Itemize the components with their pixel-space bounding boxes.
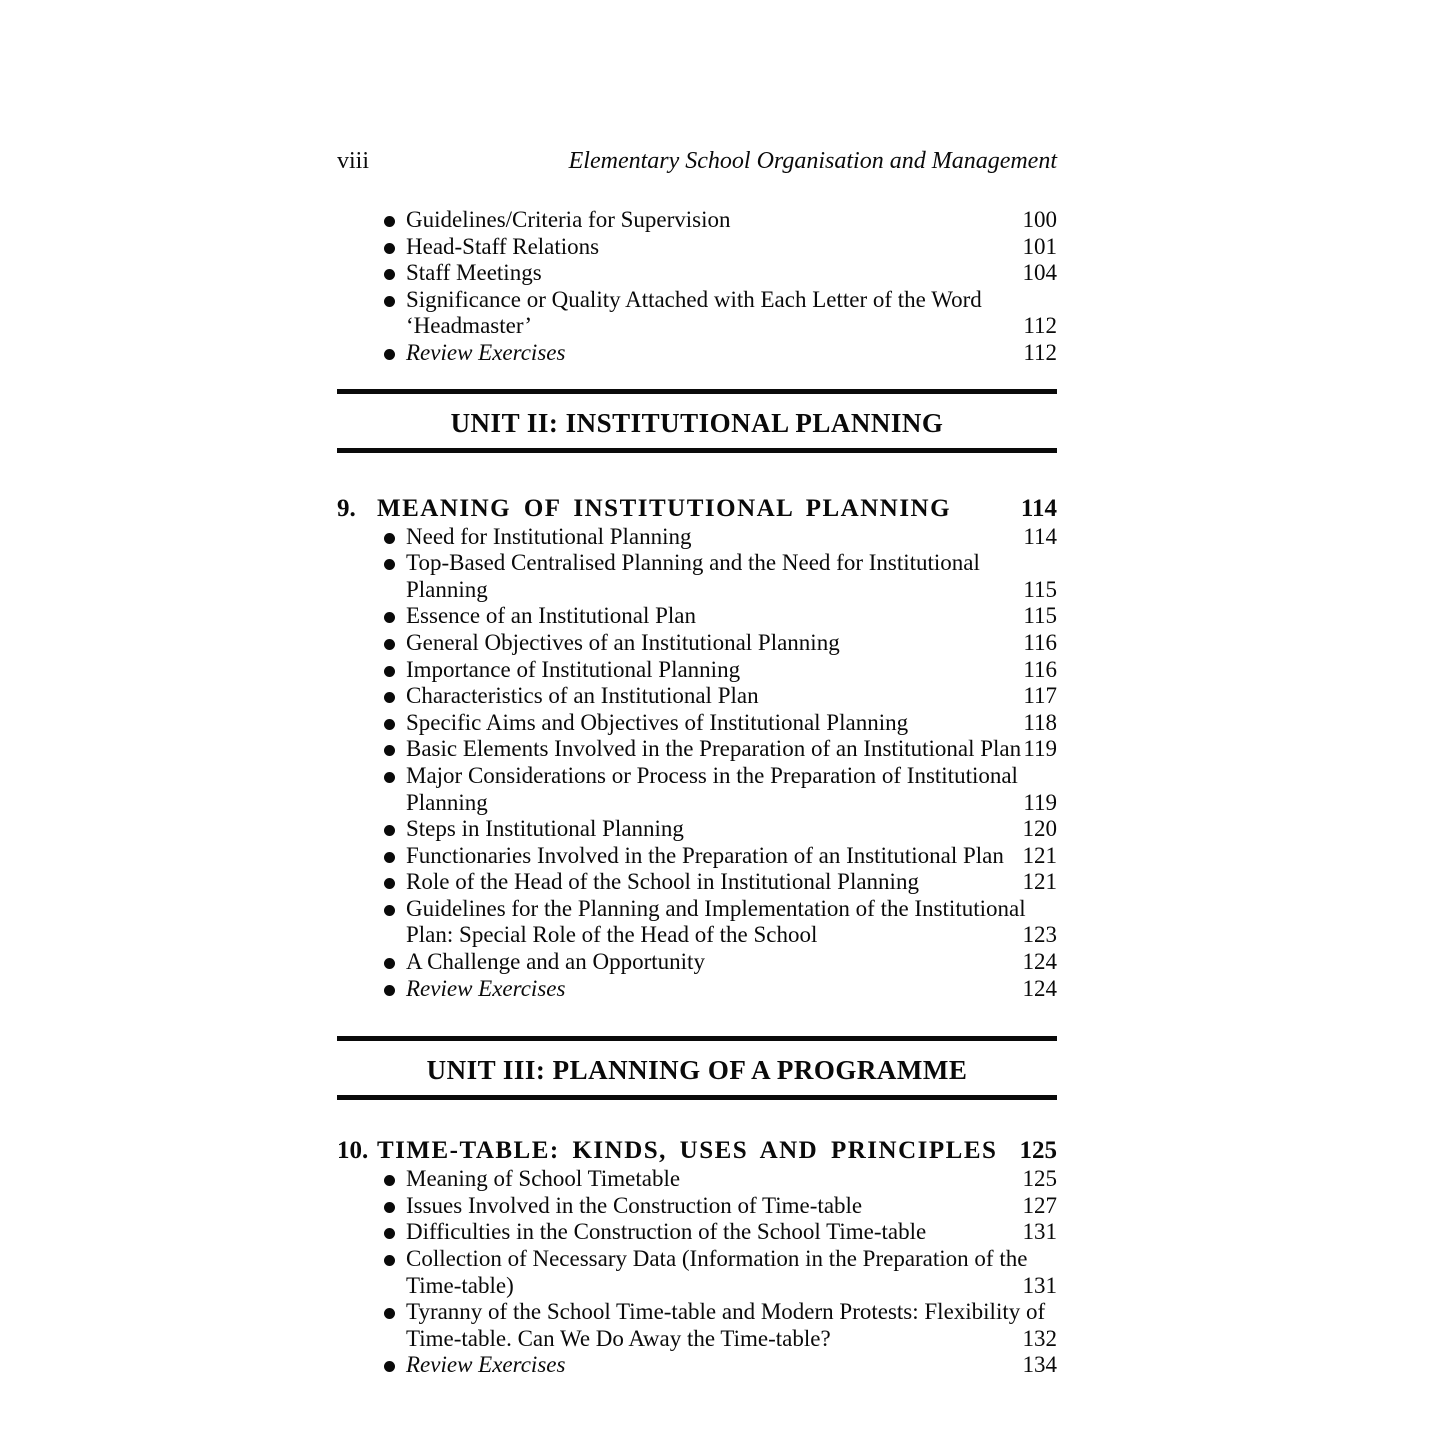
bullet-icon — [384, 1228, 395, 1239]
toc-entry-line — [337, 313, 1057, 340]
entry-title: Issues Involved in the Construction of Time-table — [406, 1192, 863, 1218]
toc-entry-line — [337, 234, 1057, 261]
toc-entry-line — [337, 869, 1057, 896]
toc-entry-line — [337, 657, 1057, 684]
entry-title: Planning — [406, 789, 488, 815]
entry-page-number: 121 — [1022, 869, 1057, 895]
entry-page-number: 112 — [1023, 339, 1057, 365]
bullet-icon — [384, 216, 395, 227]
bullet-icon — [384, 612, 395, 623]
entry-title: Essence of an Institutional Plan — [406, 603, 696, 629]
toc-entry-line — [337, 577, 1057, 604]
entry-page-number: 131 — [1022, 1219, 1057, 1245]
toc-entry-line — [337, 550, 1057, 577]
bullet-icon — [384, 243, 395, 254]
toc-entry-line — [337, 922, 1057, 949]
chapter-9-number: 9. — [337, 494, 356, 522]
bullet-icon — [384, 905, 395, 916]
toc-entry-line — [337, 1299, 1057, 1326]
toc-entry-line — [337, 207, 1057, 234]
toc-continuation-list — [337, 207, 1057, 367]
bullet-icon — [384, 1202, 395, 1213]
entry-title: General Objectives of an Institutional Planning — [406, 629, 840, 655]
bullet-icon — [384, 559, 395, 570]
chapter-10-heading — [337, 1136, 1057, 1166]
entry-title: Time-table. Can We Do Away the Time-table? — [406, 1325, 831, 1351]
entry-title: Functionaries Involved in the Preparation of an Institutional Plan — [406, 842, 1004, 868]
entry-page-number: 125 — [1022, 1166, 1057, 1192]
entry-page-number: 115 — [1023, 603, 1057, 629]
entry-title: A Challenge and an Opportunity — [406, 949, 705, 975]
entry-page-number: 119 — [1023, 789, 1057, 815]
entry-page-number: 121 — [1022, 842, 1057, 868]
chapter-10-page-number: 125 — [1019, 1137, 1057, 1165]
entry-title: Planning — [406, 576, 488, 602]
chapter-10-toc-list — [337, 1166, 1057, 1379]
chapter-9-toc-list — [337, 524, 1057, 1003]
chapter-9-heading — [337, 494, 1057, 524]
entry-page-number: 124 — [1022, 975, 1057, 1001]
bullet-icon — [384, 985, 395, 996]
entry-page-number: 127 — [1022, 1192, 1057, 1218]
toc-entry-line — [337, 976, 1057, 1003]
chapter-10-title: TIME-TABLE: KINDS, USES AND PRINCIPLES — [377, 1137, 998, 1165]
entry-title: Difficulties in the Construction of the School Time-table — [406, 1219, 927, 1245]
entry-page-number: 116 — [1023, 656, 1057, 682]
entry-title: Importance of Institutional Planning — [406, 656, 741, 682]
chapter-10-number: 10. — [337, 1137, 369, 1165]
entry-page-number: 116 — [1023, 629, 1057, 655]
entry-title: Guidelines/Criteria for Supervision — [406, 207, 731, 232]
entry-title: Major Considerations or Process in the Preparation of Institutional — [406, 762, 1018, 788]
entry-title: Guidelines for the Planning and Implementation of the Institutional — [406, 895, 1026, 921]
entry-title: Significance or Quality Attached with Each Letter of the Word — [406, 286, 982, 312]
toc-entry-line — [337, 603, 1057, 630]
entry-title: Collection of Necessary Data (Information in the Preparation of the — [406, 1246, 1028, 1272]
page-folio: viii — [337, 148, 370, 174]
chapter-9-page-number: 114 — [1020, 494, 1057, 522]
entry-page-number: 115 — [1023, 576, 1057, 602]
bullet-icon — [384, 852, 395, 863]
toc-entry-line — [337, 1352, 1057, 1379]
running-title: Elementary School Organisation and Management — [568, 148, 1057, 174]
toc-entry-line — [337, 1193, 1057, 1220]
entry-title: Steps in Institutional Planning — [406, 816, 684, 842]
toc-entry-line — [337, 260, 1057, 287]
toc-entry-line — [337, 816, 1057, 843]
bullet-icon — [384, 666, 395, 677]
page-content — [337, 145, 1057, 1379]
entry-page-number: 134 — [1022, 1352, 1057, 1378]
entry-page-number: 123 — [1022, 922, 1057, 948]
entry-page-number: 100 — [1022, 207, 1057, 232]
entry-title: Plan: Special Role of the Head of the School — [406, 922, 818, 948]
unit-divider-ii — [337, 389, 1057, 453]
toc-entry-line — [337, 736, 1057, 763]
unit-ii-title: UNIT II: INSTITUTIONAL PLANNING — [450, 407, 944, 438]
entry-page-number: 101 — [1022, 233, 1057, 259]
toc-entry-line — [337, 1166, 1057, 1193]
toc-entry-line — [337, 896, 1057, 923]
toc-entry-line — [337, 1273, 1057, 1300]
bullet-icon — [384, 825, 395, 836]
entry-title: Review Exercises — [406, 339, 566, 365]
bullet-icon — [384, 692, 395, 703]
entry-page-number: 114 — [1023, 523, 1057, 549]
entry-title: Basic Elements Involved in the Preparation of an Institutional Plan — [406, 736, 1022, 762]
toc-entry-line — [337, 524, 1057, 551]
entry-page-number: 131 — [1022, 1272, 1057, 1298]
bullet-icon — [384, 349, 395, 360]
entry-title: Staff Meetings — [406, 260, 542, 286]
toc-entry-line — [337, 340, 1057, 367]
bullet-icon — [384, 533, 395, 544]
entry-page-number: 118 — [1023, 709, 1057, 735]
unit-divider-iii — [337, 1036, 1057, 1100]
entry-page-number: 132 — [1022, 1325, 1057, 1351]
entry-title: ‘Headmaster’ — [406, 313, 533, 339]
toc-entry-line — [337, 630, 1057, 657]
bullet-icon — [384, 1255, 395, 1266]
bullet-icon — [384, 772, 395, 783]
entry-title: Time-table) — [406, 1272, 514, 1298]
entry-page-number: 112 — [1023, 313, 1057, 339]
entry-title: Specific Aims and Objectives of Institutional Planning — [406, 709, 909, 735]
entry-title: Review Exercises — [406, 1352, 566, 1378]
toc-entry-line — [337, 1326, 1057, 1353]
entry-title: Review Exercises — [406, 975, 566, 1001]
toc-entry-line — [337, 949, 1057, 976]
entry-page-number: 124 — [1022, 949, 1057, 975]
bullet-icon — [384, 719, 395, 730]
entry-page-number: 119 — [1023, 736, 1057, 762]
chapter-9-title: MEANING OF INSTITUTIONAL PLANNING — [377, 494, 952, 522]
toc-entry-line — [337, 287, 1057, 314]
entry-title: Role of the Head of the School in Institutional Planning — [406, 869, 919, 895]
bullet-icon — [384, 1175, 395, 1186]
toc-entry-line — [337, 1219, 1057, 1246]
toc-entry-line — [337, 843, 1057, 870]
bullet-icon — [384, 639, 395, 650]
bullet-icon — [384, 1361, 395, 1372]
bullet-icon — [384, 958, 395, 969]
running-header — [337, 145, 1057, 178]
toc-entry-line — [337, 1246, 1057, 1273]
bullet-icon — [384, 269, 395, 280]
toc-entry-line — [337, 763, 1057, 790]
bullet-icon — [384, 745, 395, 756]
entry-page-number: 120 — [1022, 816, 1057, 842]
unit-iii-title: UNIT III: PLANNING OF A PROGRAMME — [426, 1055, 968, 1086]
toc-entry-line — [337, 790, 1057, 817]
bullet-icon — [384, 296, 395, 307]
entry-page-number: 104 — [1022, 260, 1057, 286]
entry-title: Tyranny of the School Time-table and Modern Protests: Flexibility of — [406, 1299, 1046, 1325]
entry-title: Head-Staff Relations — [406, 233, 600, 259]
entry-title: Meaning of School Timetable — [406, 1166, 681, 1192]
bullet-icon — [384, 1308, 395, 1319]
toc-entry-line — [337, 710, 1057, 737]
entry-page-number: 117 — [1023, 683, 1057, 709]
entry-title: Top-Based Centralised Planning and the Need for Institutional — [406, 550, 980, 576]
entry-title: Characteristics of an Institutional Plan — [406, 683, 759, 709]
bullet-icon — [384, 878, 395, 889]
toc-entry-line — [337, 683, 1057, 710]
entry-title: Need for Institutional Planning — [406, 523, 692, 549]
